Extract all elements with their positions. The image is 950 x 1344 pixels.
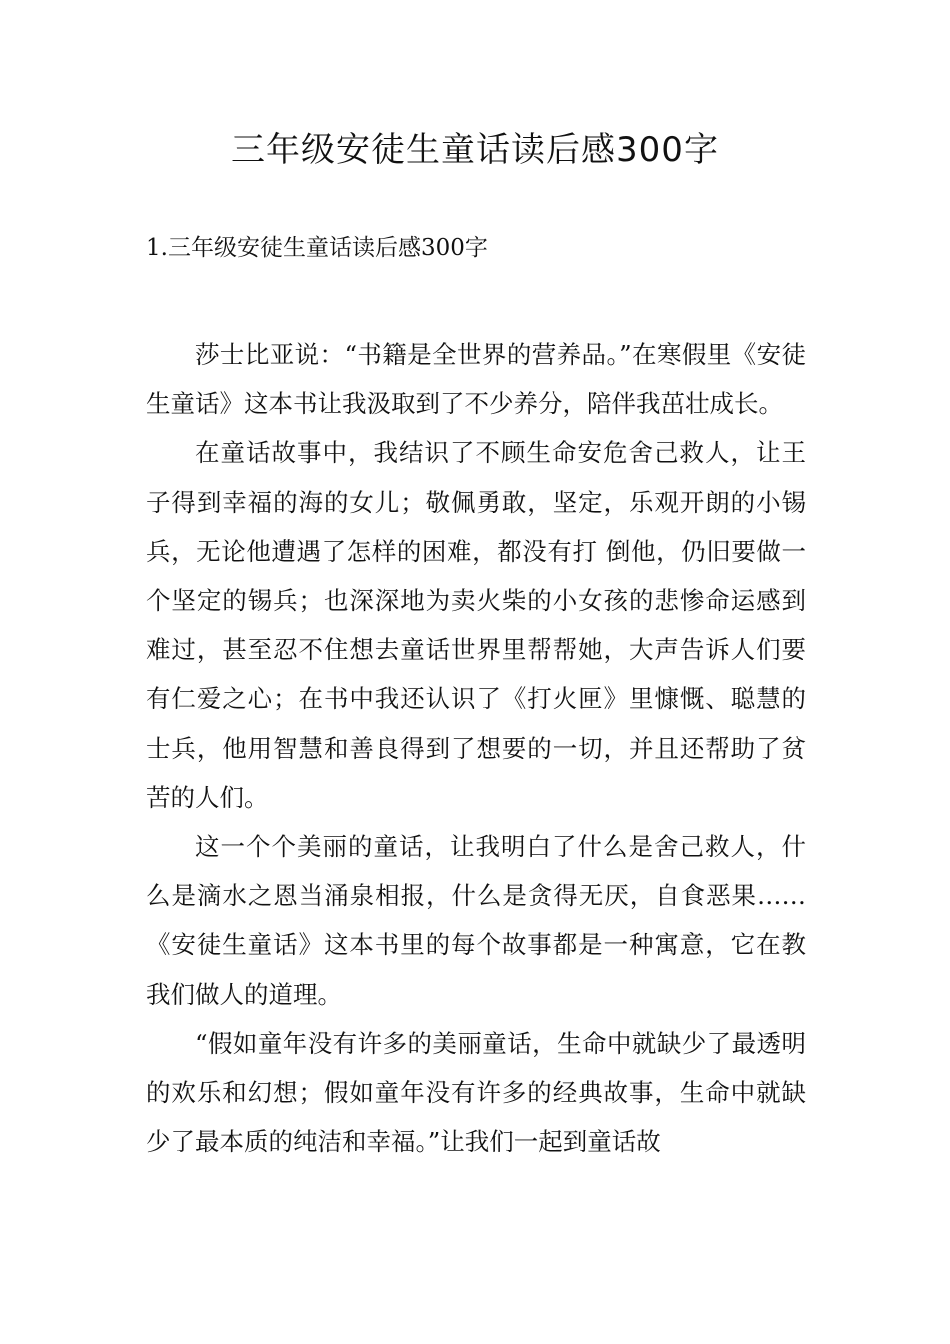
paragraph: 这一个个美丽的童话，让我明白了什么是舍己救人，什么是滴水之恩当涌泉相报，什么是贪得无厌，自食恶果……《安徒生童话》这本书里的每个故事都是一种寓意，它在教我们做人的道理。 xyxy=(146,832,806,1009)
paragraph: “假如童年没有许多的美丽童话，生命中就缺少了最透明的欢乐和幻想；假如童年没有许多的经典故事，生命中就缺少了最本质的纯洁和幸福。”让我们一起到童话故 xyxy=(146,1028,806,1157)
section-heading: 1.三年级安徒生童话读后感300字 xyxy=(146,235,488,261)
essay-body xyxy=(146,330,806,1166)
paragraph: 莎士比亚说：“书籍是全世界的营养品。”在寒假里《安徒生童话》这本书让我汲取到了不少养分，陪伴我茁壮成长。 xyxy=(146,340,806,419)
page-title: 三年级安徒生童话读后感300字 xyxy=(231,130,719,170)
paragraph: 在童话故事中，我结识了不顾生命安危舍己救人，让王子得到幸福的海的女儿；敬佩勇敢，坚定，乐观开朗的小锡兵，无论他遭遇了怎样的困难，都没有打 倒他，仍旧要做一个坚定的锡兵；也深深地为卖火柴的小女孩的悲惨命运感到难过，甚至忍不住想去童话世界里帮帮她，大声告诉人们要有仁爱之心；在书中我还认识了《打火匣》里慷慨、聪慧的士兵，他用智慧和善良得到了想要的一切，并且还帮助了贫苦的人们。 xyxy=(146,438,806,812)
